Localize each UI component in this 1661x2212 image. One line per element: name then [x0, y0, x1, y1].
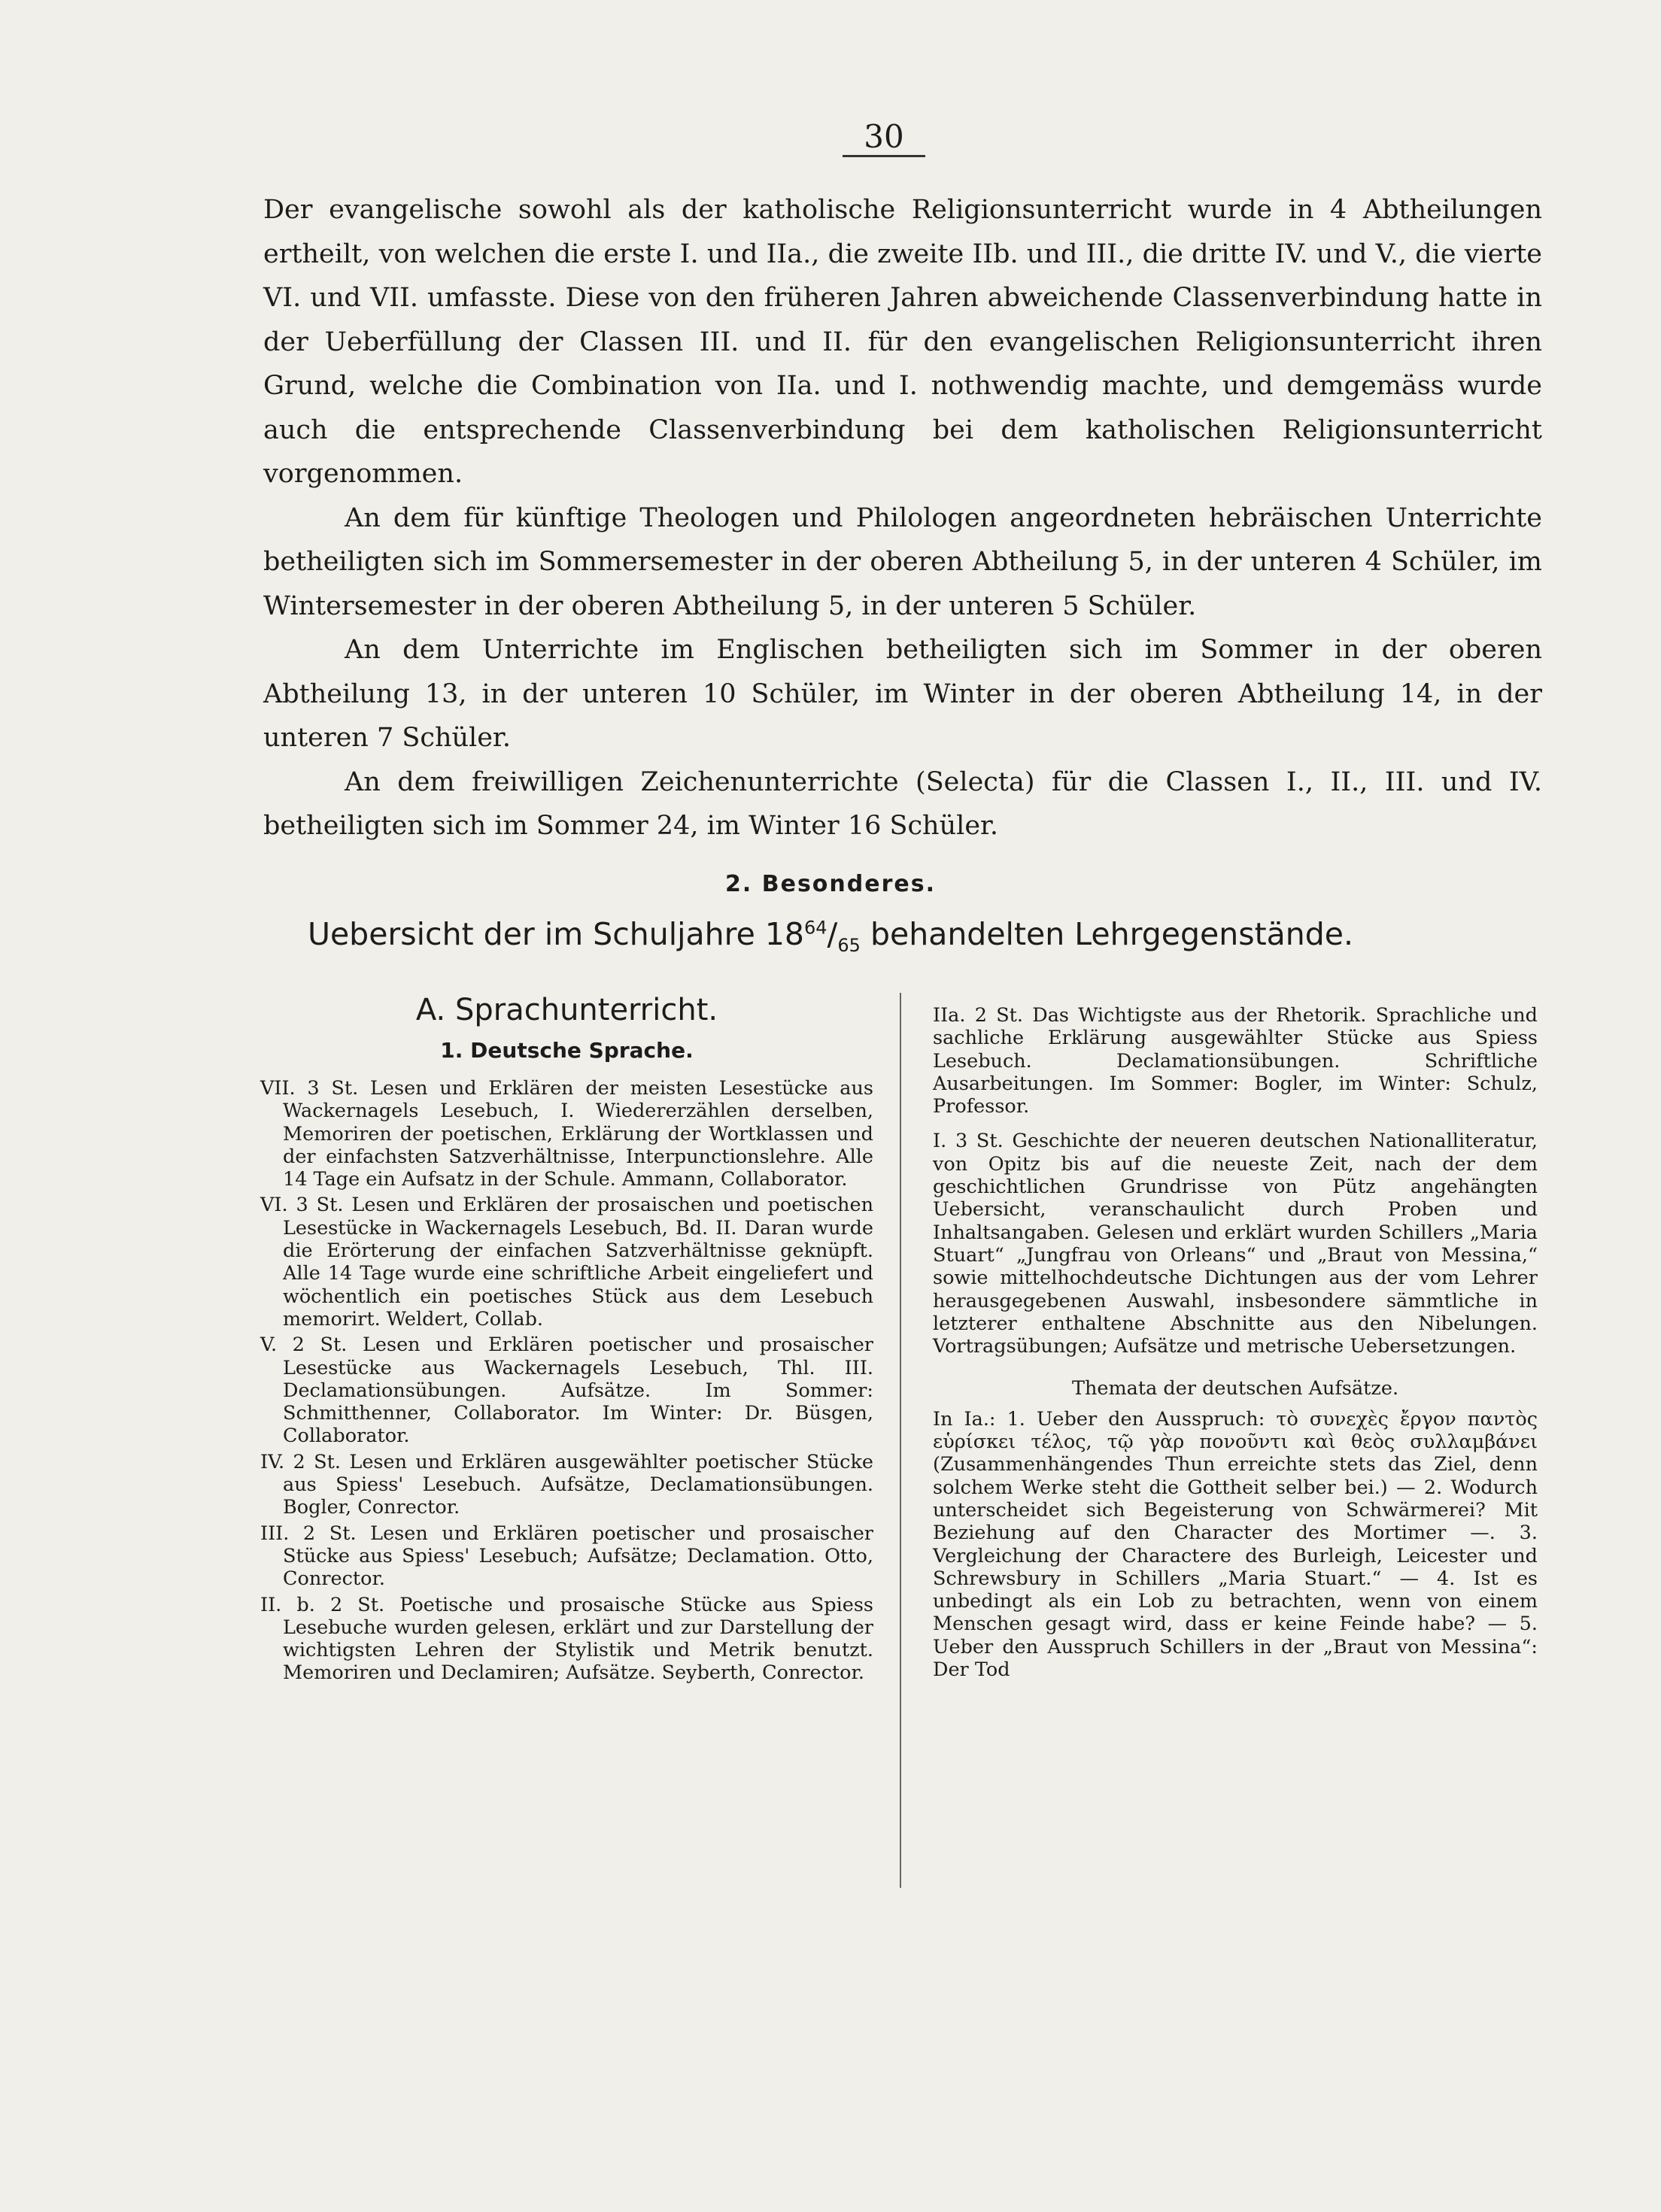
class-entry: III. 2 St. Lesen und Erklären poetischer und prosaischer Stücke aus Spiess' Lesebuch; Aufsätze; Declamation. Otto, Conrector.: [260, 1522, 873, 1591]
overview-title-sub: 65: [837, 935, 861, 957]
overview-title: [0, 916, 1661, 956]
column-divider: [900, 993, 901, 1888]
class-entry: VI. 3 St. Lesen und Erklären der prosaischen und poetischen Lesestücke in Wackernagels Lesebuch, Bd. II. Daran wurde die Erörterung der einfachen Satzverhältnisse geknüpft. Alle 14 Tage wurde eine schriftliche Arbeit eingeliefert und wöchentlich ein poetisches Stück aus dem Lesebuch memorirt. Weldert, Collab.: [260, 1194, 873, 1331]
intro-paragraph: Der evangelische sowohl als der katholische Religionsunterricht wurde in 4 Abtheilungen ertheilt, von welchen die erste I. und IIa., die zweite IIb. und III., die dritte IV. und V., die vierte VI. und VII. umfasste. Diese von den früheren Jahren abweichende Classenverbindung hatte in der Ueberfüllung der Classen III. und II. für den evangelischen Religionsunterricht ihren Grund, welche die Combination von IIa. und I. nothwendig machte, und demgemäss wurde auch die entsprechende Classenverbindung bei dem katholischen Religionsunterricht vorgenommen.: [263, 195, 1542, 489]
intro-paragraph: An dem für künftige Theologen und Philologen angeordneten hebräischen Unterrichte betheiligten sich im Sommersemester in der oberen Abtheilung 5, in der unteren 4 Schüler, im Wintersemester in der oberen Abtheilung 5, in der unteren 5 Schüler.: [263, 502, 1542, 621]
section-heading: 2. Besonderes.: [725, 871, 936, 897]
intro-paragraph: An dem Unterrichte im Englischen betheiligten sich im Sommer in der oberen Abtheilung 13, in der unteren 10 Schüler, im Winter in der oberen Abtheilung 14, in der unteren 7 Schüler.: [263, 635, 1542, 753]
overview-title-main: Uebersicht der im Schuljahre 18: [307, 916, 804, 952]
themata-text: In Ia.: 1. Ueber den Ausspruch: τὸ συνεχὲς ἔργον παντὸς εὑρίσκει τέλος, τῷ γὰρ πονοῦντι καὶ θεὸς συλλαμβάνει (Zusammenhängendes Thun erreichte stets das Ziel, denn solchem Werke steht die Gottheit selber bei.) — 2. Wodurch unterscheidet sich Begeisterung von Schwärmerei? Mit Beziehung auf den Character des Mortimer —. 3. Vergleichung der Charactere des Burleigh, Leicester und Schrewsbury in Schillers „Maria Stuart.“ — 4. Ist es unbedingt als ein Lob zu betrachten, wenn von einem Menschen gesagt wird, dass er keine Feinde habe? — 5. Ueber den Ausspruch Schillers in der „Braut von Messina“: Der Tod: [933, 1407, 1538, 1682]
intro-paragraph: An dem freiwilligen Zeichenunterrichte (Selecta) für die Classen I., II., III. und IV. betheiligten sich im Sommer 24, im Winter 16 Schüler.: [263, 766, 1542, 841]
intro-text: [263, 188, 1542, 848]
class-entry: IIa. 2 St. Das Wichtigste aus der Rhetorik. Sprachliche und sachliche Erklärung ausgewählter Stücke aus Spiess Lesebuch. Declamationsübungen. Schriftliche Ausarbeitungen. Im Sommer: Bogler, im Winter: Schulz, Professor.: [933, 1004, 1538, 1118]
right-column: [933, 1004, 1538, 1681]
overview-title-sup: 64: [804, 917, 827, 939]
themata-heading: Themata der deutschen Aufsätze.: [1071, 1377, 1399, 1400]
class-entry: I. 3 St. Geschichte der neueren deutschen Nationalliteratur, von Opitz bis auf die neueste Zeit, nach der dem geschichtlichen Grundrisse von Pütz angehängten Uebersicht, veranschaulicht durch Proben und Inhaltsangaben. Gelesen und erklärt wurden Schillers „Maria Stuart“ „Jungfrau von Orleans“ und „Braut von Messina,“ sowie mittelhochdeutsche Dichtungen aus der vom Lehrer herausgegebenen Auswahl, insbesondere sämmtliche in letzterer enthaltene Abschnitte aus den Nibelungen. Vortragsübungen; Aufsätze und metrische Uebersetzungen.: [933, 1130, 1538, 1358]
page-number: 30: [843, 119, 925, 157]
class-entry: IV. 2 St. Lesen und Erklären ausgewählter poetischer Stücke aus Spiess' Lesebuch. Aufsätze, Declamationsübungen. Bogler, Conrector.: [260, 1450, 873, 1519]
class-entry: V. 2 St. Lesen und Erklären poetischer und prosaischer Lesestücke aus Wackernagels Lesebuch, Thl. III. Declamationsübungen. Aufsätze. Im Sommer: Schmitthenner, Collaborator. Im Winter: Dr. Büsgen, Collaborator.: [260, 1334, 873, 1448]
subsection-title: 1. Deutsche Sprache.: [440, 1038, 694, 1063]
class-entry: II. b. 2 St. Poetische und prosaische Stücke aus Spiess Lesebuche wurden gelesen, erklärt und zur Darstellung der wichtigsten Lehren der Stylistik und Metrik benutzt. Memoriren und Declamiren; Aufsätze. Seyberth, Conrector.: [260, 1593, 873, 1685]
class-entry: VII. 3 St. Lesen und Erklären der meisten Lesestücke aus Wackernagels Lesebuch, I. Wiedererzählen derselben, Memoriren der poetischen, Erklärung der Wortklassen und der einfachsten Satzverhältnisse, Interpunctionslehre. Alle 14 Tage ein Aufsatz in der Schule. Ammann, Collaborator.: [260, 1077, 873, 1191]
overview-title-rest: behandelten Lehrgegenstände.: [860, 916, 1354, 952]
overview-title-slash: /: [827, 916, 838, 952]
section-a-title: A. Sprachunterricht.: [415, 993, 718, 1027]
left-column: [260, 993, 873, 1685]
